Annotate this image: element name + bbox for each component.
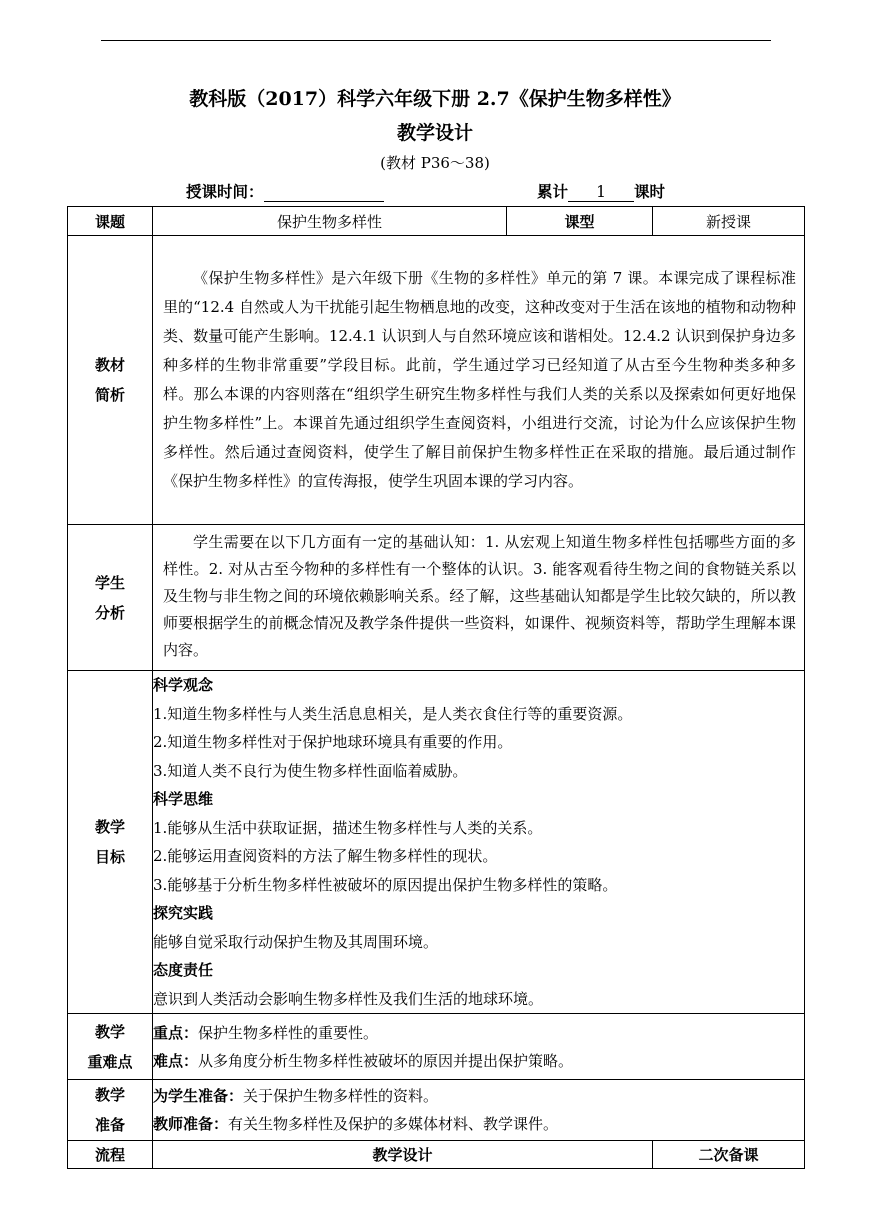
lesson-count bbox=[537, 180, 665, 202]
lesson-time bbox=[186, 180, 384, 202]
textbook-pages: (教材 P36～38) bbox=[380, 154, 490, 172]
table-row-prep bbox=[68, 1080, 805, 1141]
student-label-cell bbox=[68, 525, 153, 671]
material-label-line2: 简析 bbox=[94, 386, 125, 404]
lesson-time-label: 授课时间： bbox=[186, 182, 264, 201]
material-analysis-cell bbox=[153, 236, 805, 525]
prep-label-line2: 准备 bbox=[94, 1116, 125, 1134]
table-row-footer bbox=[68, 1141, 805, 1169]
goals-label-cell bbox=[68, 671, 153, 1014]
keypoint-difficult-text: 从多角度分析生物多样性被破坏的原因并提出保护策略。 bbox=[198, 1051, 574, 1070]
lesson-time-blank bbox=[264, 185, 384, 202]
keypoint-important-label: 重点： bbox=[153, 1023, 199, 1042]
prep-for-teacher bbox=[153, 1110, 804, 1138]
process-header: 流程 bbox=[68, 1141, 153, 1169]
goal-item: 意识到人类活动会影响生物多样性及我们生活的地球环境。 bbox=[153, 989, 544, 1008]
table-row-goals bbox=[68, 671, 805, 1014]
goals-label-line2: 目标 bbox=[94, 848, 125, 866]
goal-item: 1.能够从生活中获取证据，描述生物多样性与人类的关系。 bbox=[153, 818, 543, 837]
table-row-keypoints bbox=[68, 1014, 805, 1080]
table-row-material bbox=[68, 236, 805, 525]
document-title: 教科版（2017）科学六年级下册 2.7《保护生物多样性》 bbox=[189, 88, 681, 110]
goal-item: 2.知道生物多样性对于保护地球环境具有重要的作用。 bbox=[153, 733, 513, 751]
goal-heading-concept: 科学观念 bbox=[153, 676, 214, 694]
table-row-topic bbox=[68, 207, 805, 236]
goal-item: 1.知道生物多样性与人类生活息息相关，是人类衣食住行等的重要资源。 bbox=[153, 704, 633, 723]
lesson-count-value: 1 bbox=[568, 183, 634, 202]
lesson-count-unit: 课时 bbox=[634, 182, 666, 201]
lesson-count-label: 累计 bbox=[537, 182, 569, 201]
prep-label-cell bbox=[68, 1080, 153, 1141]
material-analysis-text: 《保护生物多样性》是六年级下册《生物的多样性》单元的第 7 课。本课完成了课程标准里的“12.4 自然或人为干扰能引起生物栖息地的改变，这种改变对于生活在该地的植物和动物种类、数量可能产生影响。12.4.1 认识到人与自然环境应该和谐相处。12.4.2 认识到保护身边多种多样的生物非常重要”学段目标。此前，学生通过学习已经知道了从古至今生物种类多种多样。那么本课的内容则落在“组织学生研究生物多样性与我们人类的关系以及探索如何更好地保护生物多样性”上。本课首先通过组织学生查阅资料，小组进行交流，讨论为什么应该保护生物多样性。然后通过查阅资料，使学生了解目前保护生物多样性正在采取的措施。最后通过制作《保护生物多样性》的宣传海报，使学生巩固本课的学习内容。 bbox=[163, 269, 796, 490]
goals-label-line1: 教学 bbox=[94, 818, 125, 836]
goal-item: 3.知道人类不良行为使生物多样性面临着威胁。 bbox=[153, 761, 468, 780]
keypoints-cell bbox=[153, 1014, 805, 1080]
prep-for-teacher-text: 有关生物多样性及保护的多媒体材料、教学课件。 bbox=[228, 1115, 559, 1133]
top-rule bbox=[101, 40, 771, 41]
goal-heading-attitude: 态度责任 bbox=[153, 961, 214, 979]
goals-cell bbox=[153, 671, 805, 1014]
student-analysis-cell bbox=[153, 525, 805, 671]
student-analysis-text: 学生需要在以下几方面有一定的基础认知：1. 从宏观上知道生物多样性包括哪些方面的多样性。2. 对从古至今物种的多样性有一个整体的认识。3. 能客观看待生物之间的食物链关系以及生物与非生物之间的环境依赖影响关系。经了解，这些基础认知都是学生比较欠缺的，所以教师要根据学生的前概念情况及教学条件提供一些资料，如课件、视频资料等，帮助学生理解本课内容。 bbox=[163, 533, 796, 659]
prep-for-students bbox=[153, 1082, 804, 1110]
second-prep-header: 二次备课 bbox=[653, 1141, 805, 1169]
prep-for-teacher-label: 教师准备： bbox=[153, 1115, 229, 1133]
goal-item: 3.能够基于分析生物多样性被破坏的原因提出保护生物多样性的策略。 bbox=[153, 875, 618, 894]
goal-item: 2.能够运用查阅资料的方法了解生物多样性的现状。 bbox=[153, 847, 498, 865]
lesson-type-label: 课型 bbox=[507, 207, 653, 236]
student-label-line1: 学生 bbox=[94, 573, 125, 592]
lesson-type-value: 新授课 bbox=[653, 207, 805, 236]
keypoint-difficult-label: 难点： bbox=[153, 1051, 199, 1070]
keypoints-label-line1: 教学 bbox=[94, 1022, 125, 1041]
document-subtitle: 教学设计 bbox=[396, 122, 473, 144]
material-label-line1: 教材 bbox=[94, 356, 125, 374]
goal-heading-practice: 探究实践 bbox=[153, 904, 214, 922]
keypoints-label-line2: 重难点 bbox=[87, 1052, 133, 1071]
prep-for-students-label: 为学生准备： bbox=[153, 1087, 244, 1105]
material-label-cell bbox=[68, 236, 153, 525]
topic-label: 课题 bbox=[68, 207, 153, 236]
keypoint-important-text: 保护生物多样性的重要性。 bbox=[198, 1023, 379, 1042]
topic-value: 保护生物多样性 bbox=[153, 207, 507, 236]
lesson-plan-table bbox=[67, 206, 805, 1169]
keypoint-important bbox=[153, 1019, 804, 1047]
design-header: 教学设计 bbox=[153, 1141, 653, 1169]
student-label-line2: 分析 bbox=[94, 603, 125, 622]
keypoints-label-cell bbox=[68, 1014, 153, 1080]
table-row-student bbox=[68, 525, 805, 671]
prep-label-line1: 教学 bbox=[94, 1086, 125, 1104]
goal-heading-thinking: 科学思维 bbox=[153, 790, 214, 808]
prep-for-students-text: 关于保护生物多样性的资料。 bbox=[243, 1087, 439, 1105]
goal-item: 能够自觉采取行动保护生物及其周围环境。 bbox=[153, 932, 439, 951]
keypoint-difficult bbox=[153, 1047, 804, 1075]
prep-cell bbox=[153, 1080, 805, 1141]
